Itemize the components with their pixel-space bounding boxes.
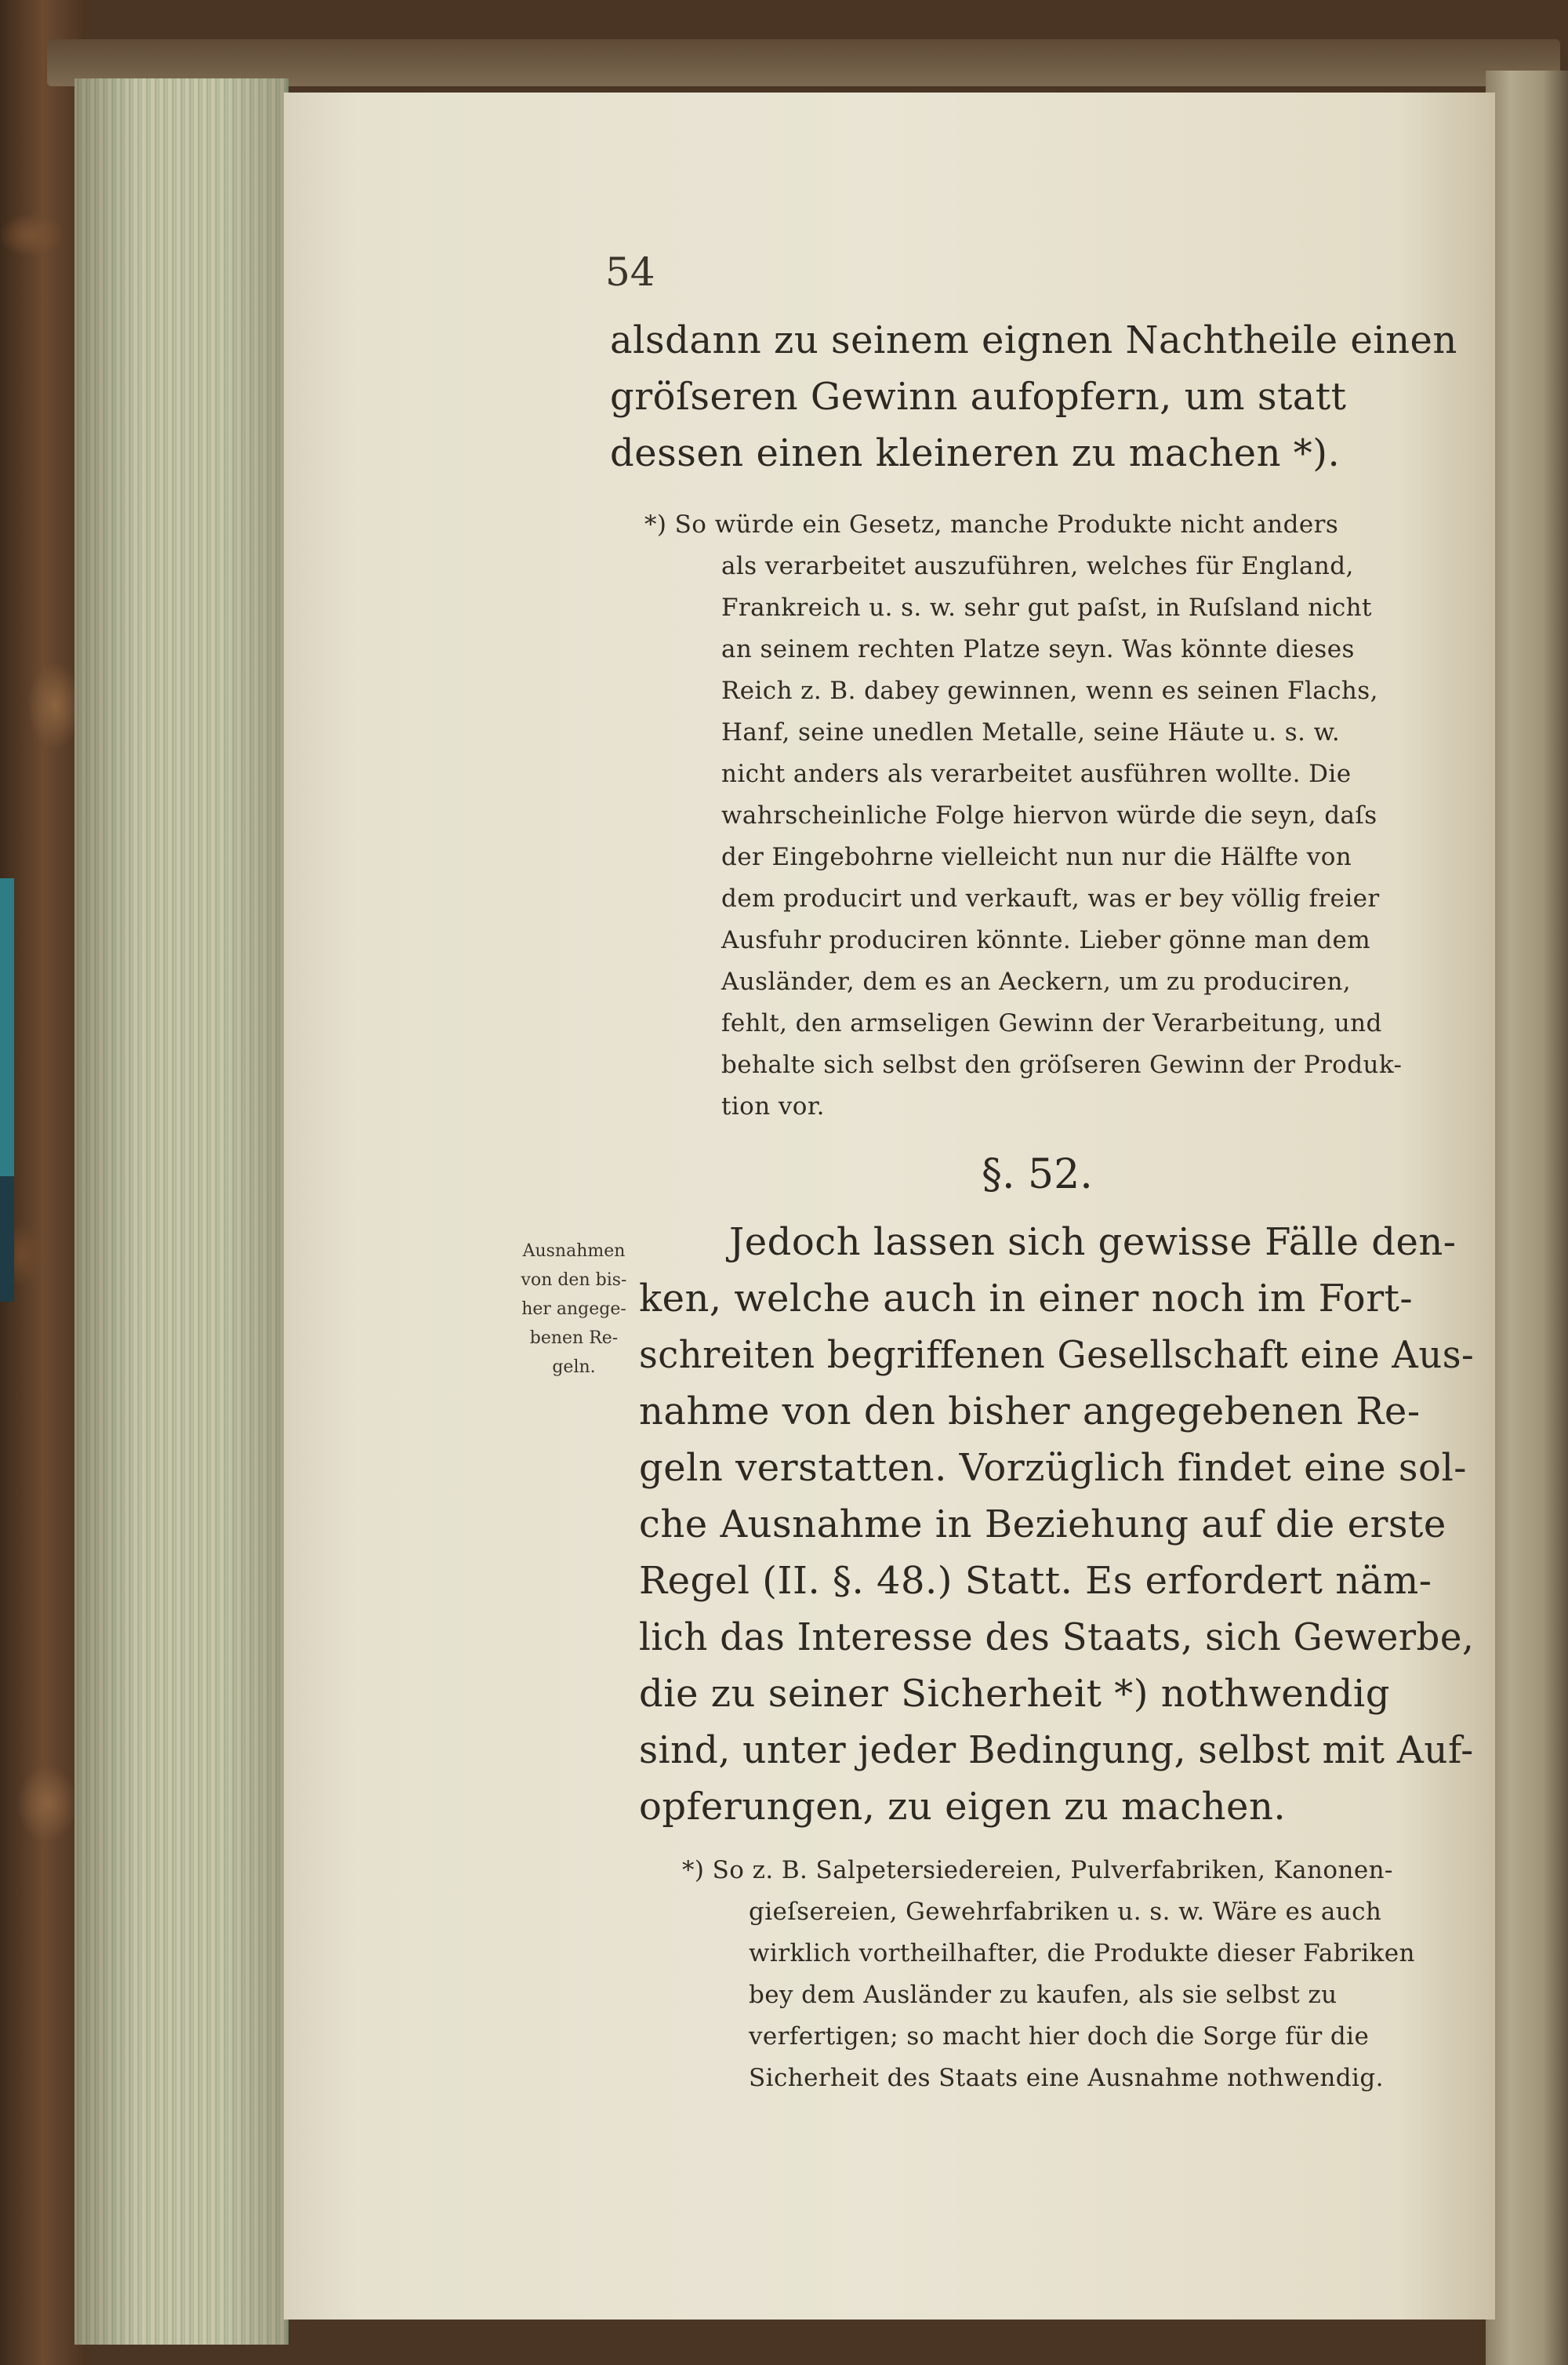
footnote-line: Ausfuhr produciren könnte. Lieber gönne man dem	[721, 926, 1371, 954]
footnote-line: nicht anders als verarbeitet ausführen wollte. Die	[721, 760, 1352, 788]
margin-note-line: her angege-	[521, 1299, 626, 1319]
footnote-line: wahrscheinliche Folge hiervon würde die seyn, daſs	[721, 801, 1377, 830]
facing-page-edge	[1486, 71, 1568, 2365]
text-line: che Ausnahme in Beziehung auf die erste	[639, 1502, 1446, 1546]
text-line: ken, welche auch in einer noch im Fort-	[639, 1277, 1414, 1321]
text-line: Jedoch lassen sich gewisse Fälle den-	[729, 1220, 1457, 1264]
text-line: gröſseren Gewinn aufopfern, um statt	[610, 375, 1347, 419]
footnote-line: verfertigen; so macht hier doch die Sorge für die	[749, 2022, 1370, 2051]
text-line: die zu seiner Sicherheit *) nothwendig	[639, 1672, 1390, 1716]
cover-tab-dark	[0, 1176, 14, 1302]
text-line: alsdann zu seinem eignen Nachtheile einen	[610, 318, 1457, 362]
footnote-line: Reich z. B. dabey gewinnen, wenn es seinen Flachs,	[721, 677, 1378, 705]
footnote-line: wirklich vortheilhafter, die Produkte dieser Fabriken	[749, 1939, 1415, 1967]
footnote-line: Frankreich u. s. w. sehr gut paſst, in Ruſsland nicht	[721, 594, 1372, 622]
footnote-line: der Eingebohrne vielleicht nun nur die Hälfte von	[721, 843, 1352, 871]
page-number: 54	[605, 249, 655, 295]
footnote-line: dem producirt und verkauft, was er bey völlig freier	[721, 885, 1380, 913]
footnote-line: gieſsereien, Gewehrfabriken u. s. w. Wäre es auch	[749, 1898, 1382, 1926]
footnote-line: als verarbeitet auszuführen, welches für England,	[721, 552, 1354, 580]
footnote-line: Hanf, seine unedlen Metalle, seine Häute u. s. w.	[721, 718, 1341, 747]
footnote-line: fehlt, den armseligen Gewinn der Verarbeitung, und	[721, 1009, 1382, 1037]
margin-note-line: Ausnahmen	[522, 1241, 626, 1261]
footnote-line: Ausländer, dem es an Aeckern, um zu produciren,	[721, 968, 1352, 996]
page-stack-shade	[74, 78, 286, 2345]
margin-note-line: benen Re-	[529, 1328, 619, 1348]
text-line: lich das Interesse des Staats, sich Gewerbe,	[639, 1615, 1475, 1659]
text-line: nahme von den bisher angegebenen Re-	[639, 1390, 1421, 1433]
footnote-line: tion vor.	[721, 1092, 825, 1121]
text-line: schreiten begriffenen Gesellschaft eine Aus-	[639, 1333, 1475, 1377]
footnote-line: Sicherheit des Staats eine Ausnahme nothwendig.	[749, 2064, 1384, 2092]
footnote-line: bey dem Ausländer zu kaufen, als sie selbst zu	[749, 1981, 1338, 2009]
footnote-line: *) So z. B. Salpetersiedereien, Pulverfabriken, Kanonen-	[682, 1856, 1393, 1884]
cover-tab	[0, 878, 14, 1176]
footnote-line: an seinem rechten Platze seyn. Was könnte dieses	[721, 635, 1355, 663]
text-line: dessen einen kleineren zu machen *).	[610, 431, 1341, 475]
footnote-line: *) So würde ein Gesetz, manche Produkte nicht anders	[644, 510, 1339, 539]
text-line: opferungen, zu eigen zu machen.	[639, 1785, 1287, 1829]
footnote-line: behalte sich selbst den gröſseren Gewinn der Produk-	[721, 1051, 1403, 1079]
margin-note-line: geln.	[552, 1357, 596, 1377]
section-heading: §. 52.	[982, 1151, 1093, 1198]
margin-note-line: von den bis-	[521, 1270, 627, 1290]
text-line: sind, unter jeder Bedingung, selbst mit Auf-	[639, 1728, 1474, 1772]
text-line: Regel (II. §. 48.) Statt. Es erfordert näm-	[639, 1559, 1432, 1603]
text-line: geln verstatten. Vorzüglich findet eine sol-	[639, 1446, 1468, 1490]
